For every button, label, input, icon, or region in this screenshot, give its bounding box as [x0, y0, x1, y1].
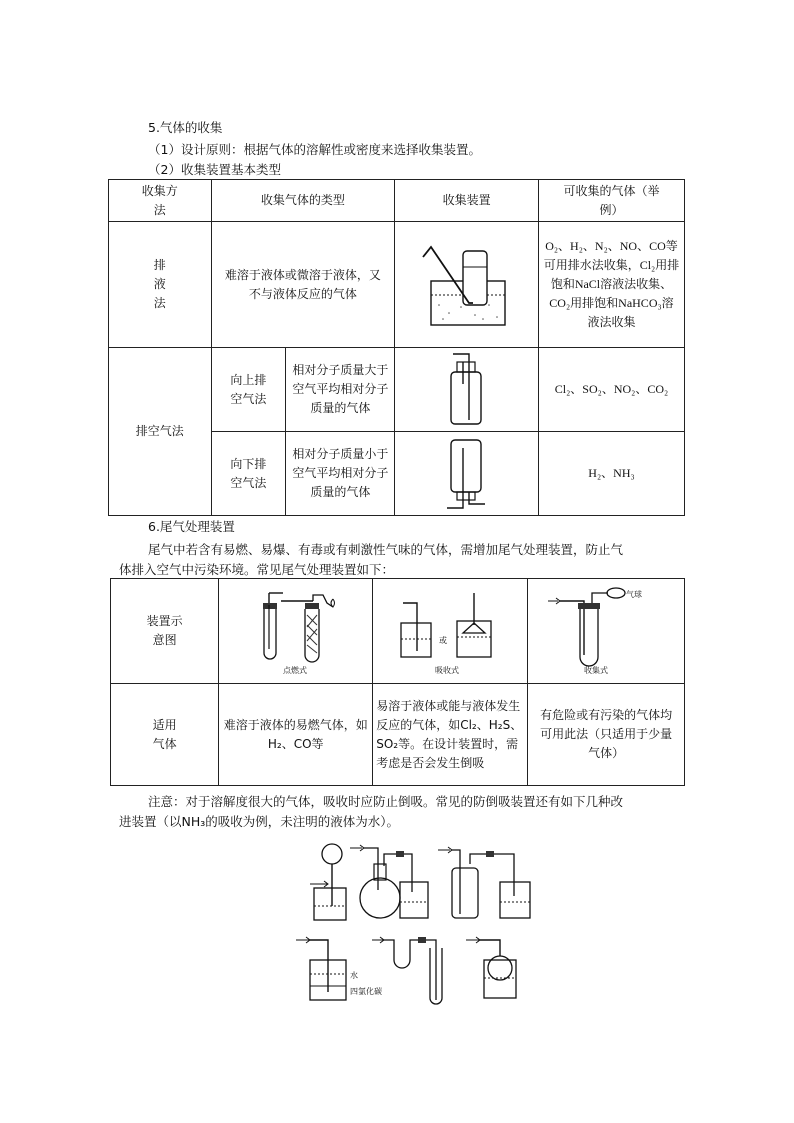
upward-air-bottle: [437, 350, 497, 430]
bottle-device: [438, 847, 530, 918]
use-burning: 难溶于液体的易燃气体，如H₂、CO等: [219, 684, 373, 786]
note-line-2: 进装置（以NH₃的吸收为例，未注明的液体为水）。: [119, 814, 400, 829]
device-upward: [395, 348, 539, 432]
use-collection: 有危险或有污染的气体均可用此法（只适用于少量气体）: [528, 684, 685, 786]
method-liquid: 排液法: [109, 222, 212, 348]
section6-para-2: 体排入空气中污染环境。常见尾气处理装置如下：: [119, 562, 395, 577]
u-tube-device: [372, 937, 442, 1004]
caption-absorption: 吸收式: [435, 666, 460, 675]
burning-apparatus: [241, 585, 351, 677]
use-absorption: 易溶于液体或能与液体发生反应的气体，如Cl₂、H₂S、SO₂等。在设计装置时，需考虑是否会发生倒吸: [373, 684, 528, 786]
label-ccl4: 四氯化碳: [350, 987, 382, 996]
desc-upward: 相对分子质量大于空气平均相对分子质量的气体: [286, 348, 395, 432]
downward-air-bottle: [437, 434, 497, 514]
desc-downward: 相对分子质量小于空气平均相对分子质量的气体: [286, 432, 395, 516]
header-method: 收集方法: [109, 180, 212, 222]
tail-gas-table: [110, 578, 685, 786]
collection-apparatus: [546, 585, 666, 677]
device-collection: [528, 579, 685, 684]
caption-collection: 收集式: [584, 666, 609, 675]
examples-upward: Cl₂、SO₂、NO₂、CO₂: [538, 348, 684, 432]
header-examples: 可收集的气体（举例）: [538, 180, 684, 222]
note-line-1: 注意：对于溶解度很大的气体，吸收时应防止倒吸。常见的防倒吸装置还有如下几种改: [148, 794, 624, 809]
ccl4-beaker-device: [296, 937, 382, 1000]
row-label-use: 适用气体: [111, 684, 219, 786]
collection-table: [108, 179, 685, 516]
water-displacement-apparatus: [419, 235, 515, 335]
device-downward: [395, 432, 539, 516]
device-burning: [219, 579, 373, 684]
header-type: 收集气体的类型: [211, 180, 395, 222]
funnel-device: [310, 844, 346, 920]
section5-title: 5.气体的收集: [148, 120, 223, 135]
sub-downward: 向下排空气法: [211, 432, 286, 516]
anti-suckback-figures: [290, 836, 540, 1011]
flask-device: [350, 845, 428, 918]
design-principle: （1）设计原则：根据气体的溶解性或密度来选择收集装置。: [148, 142, 481, 157]
label-water: 水: [350, 971, 358, 980]
collection-types-heading: （2）收集装置基本类型: [148, 162, 281, 177]
bulb-device: [466, 937, 516, 998]
examples-downward: H₂、NH₃: [538, 432, 684, 516]
header-device: 收集装置: [395, 180, 539, 222]
balloon-label: 气球: [626, 590, 643, 599]
device-absorption: [373, 579, 528, 684]
caption-or: 或: [439, 636, 448, 645]
caption-burning: 点燃式: [282, 666, 307, 675]
type-liquid: 难溶于液体或微溶于液体，又不与液体反应的气体: [211, 222, 395, 348]
section6-title: 6.尾气处理装置: [148, 519, 235, 534]
absorption-apparatus: [395, 585, 505, 677]
device-liquid: [395, 222, 539, 348]
section6-para-1: 尾气中若含有易燃、易爆、有毒或有刺激性气味的气体，需增加尾气处理装置，防止气: [148, 542, 624, 557]
row-label-diagram: 装置示意图: [111, 579, 219, 684]
method-air: 排空气法: [109, 348, 212, 516]
examples-liquid: O₂、H₂、N₂、NO、CO等可用排水法收集，Cl₂用排饱和NaCl溶液法收集、CO₂用排饱和NaHCO₃溶液法收集: [538, 222, 684, 348]
sub-upward: 向上排空气法: [211, 348, 286, 432]
